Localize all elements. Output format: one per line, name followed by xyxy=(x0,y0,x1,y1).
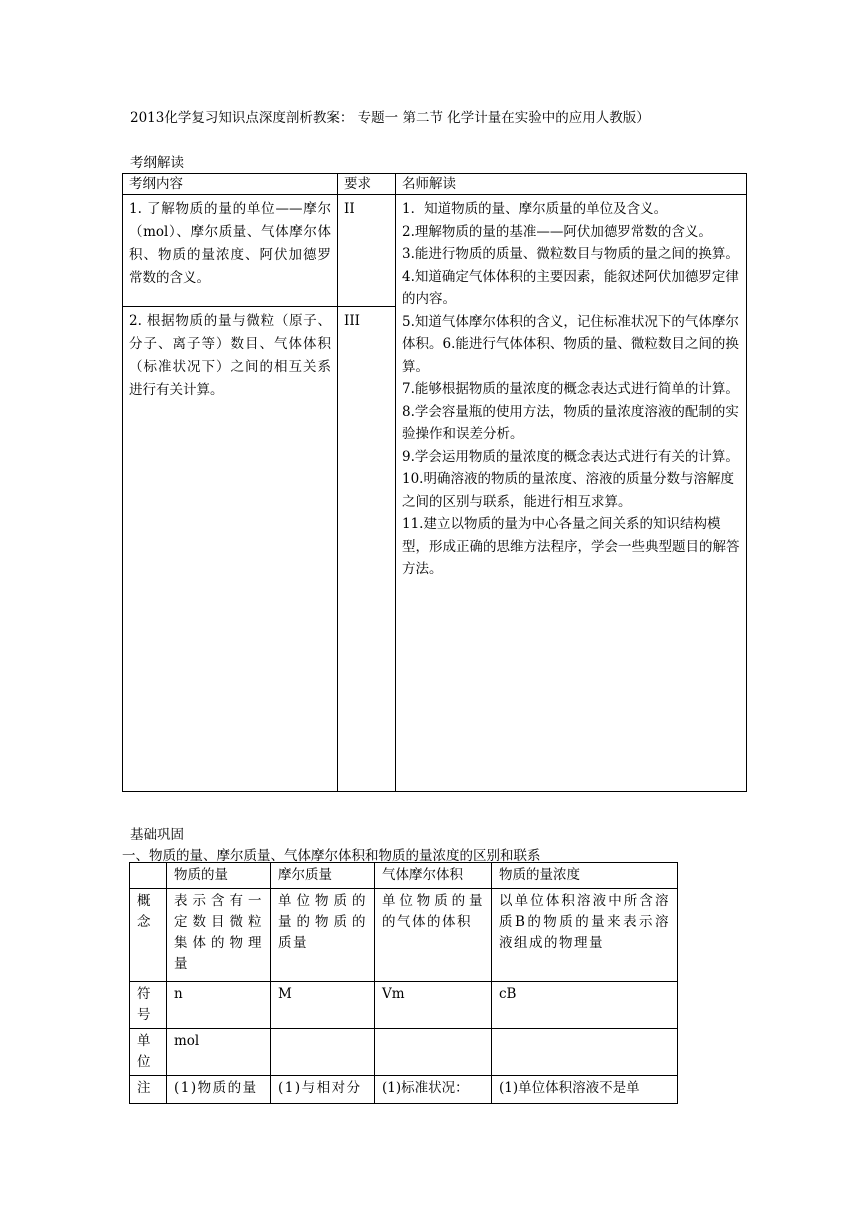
table-cell xyxy=(375,1029,492,1076)
header-cell: 摩尔质量 xyxy=(271,863,375,889)
header-cell: 气体摩尔体积 xyxy=(375,863,492,889)
table-row xyxy=(130,982,678,1029)
table-cell xyxy=(492,1029,678,1076)
requirement-cell: III xyxy=(338,307,396,792)
table-row xyxy=(130,1029,678,1076)
table-row xyxy=(123,195,747,307)
table-cell: n xyxy=(167,982,271,1029)
table-header-row xyxy=(123,174,747,195)
interpretation-item: 5.知道气体摩尔体积的含义，记住标准状况下的气体摩尔体积。6.能进行气体体积、物质的量、微粒数目之间的换算。 xyxy=(402,313,739,375)
table-cell: 单位物质的量的气体的体积 xyxy=(375,889,492,982)
syllabus-table xyxy=(122,173,747,792)
table-cell: 以单位体积溶液中所含溶质B的物质的量来表示溶液组成的物理量 xyxy=(492,889,678,982)
concept-comparison-table xyxy=(129,862,678,1104)
table-cell: cB xyxy=(492,982,678,1029)
section-heading-syllabus: 考纲解读 xyxy=(130,155,184,171)
row-label-cell: 符号 xyxy=(130,982,167,1029)
document-title: 2013化学复习知识点深度剖析教案： 专题一 第二节 化学计量在实验中的应用人教版） xyxy=(130,110,650,126)
interpretation-item: 1．知道物质的量、摩尔质量的单位及含义。 xyxy=(402,201,668,217)
table-cell: M xyxy=(271,982,375,1029)
table-header-row xyxy=(130,863,678,889)
table-cell: (1)单位体积溶液不是单 xyxy=(492,1076,678,1104)
header-cell: 考纲内容 xyxy=(123,174,338,195)
header-cell: 要求 xyxy=(338,174,396,195)
interpretation-item: 10.明确溶液的物质的量浓度、溶液的质量分数与溶解度之间的区别与联系，能进行相互求算。 xyxy=(402,471,734,510)
table-cell xyxy=(271,1029,375,1076)
interpretation-item: 9.学会运用物质的量浓度的概念表达式进行有关的计算。 xyxy=(402,448,739,465)
interpretation-item: 3.能进行物质的质量、微粒数目与物质的量之间的换算。 xyxy=(402,246,739,262)
table-cell: (1)与相对分 xyxy=(271,1076,375,1104)
interpretation-item: 8.学会容量瓶的使用方法，物质的量浓度溶液的配制的实验操作和误差分析。 xyxy=(402,403,739,442)
header-cell: 物质的量浓度 xyxy=(492,863,678,889)
interpretation-item: 4.知道确定气体体积的主要因素，能叙述阿伏加德罗定律的内容。 xyxy=(402,268,739,307)
table-cell: (1)标准状况： xyxy=(375,1076,492,1104)
table-cell: mol xyxy=(167,1029,271,1076)
section-subheading: 一、物质的量、摩尔质量、气体摩尔体积和物质的量浓度的区别和联系 xyxy=(122,848,541,864)
syllabus-content-cell: 1. 了解物质的量的单位——摩尔（mol）、摩尔质量、气体摩尔体积、物质的量浓度、阿伏加德罗常数的含义。 xyxy=(123,195,338,307)
interpretation-item: 2.理解物质的量的基准——阿伏加德罗常数的含义。 xyxy=(402,223,712,240)
table-cell: 单位物质的量的物质的质量 xyxy=(271,889,375,982)
requirement-cell: II xyxy=(338,195,396,307)
header-cell xyxy=(130,863,167,889)
row-label-cell: 单位 xyxy=(130,1029,167,1076)
header-cell: 物质的量 xyxy=(167,863,271,889)
header-cell: 名师解读 xyxy=(396,174,747,195)
interpretation-item: 7.能够根据物质的量浓度的概念表达式进行简单的计算。 xyxy=(402,381,739,397)
table-cell: 表示含有一定数目微粒集体的物理量 xyxy=(167,889,271,982)
interpretation-item: 11.建立以物质的量为中心各量之间关系的知识结构模型，形成正确的思维方法程序，学会一些典型题目的解答方法。 xyxy=(402,516,740,577)
syllabus-content-cell: 2. 根据物质的量与微粒（原子、分子、离子等）数目、气体体积（标准状况下）之间的相互关系进行有关计算。 xyxy=(123,307,338,792)
interpretation-cell xyxy=(396,195,747,792)
row-label-cell: 注 xyxy=(130,1076,167,1104)
table-row xyxy=(130,889,678,982)
table-cell: (1)物质的量 xyxy=(167,1076,271,1104)
table-row xyxy=(130,1076,678,1104)
table-cell: Vm xyxy=(375,982,492,1029)
section-heading-basics: 基础巩固 xyxy=(130,827,184,843)
row-label-cell: 概念 xyxy=(130,889,167,982)
